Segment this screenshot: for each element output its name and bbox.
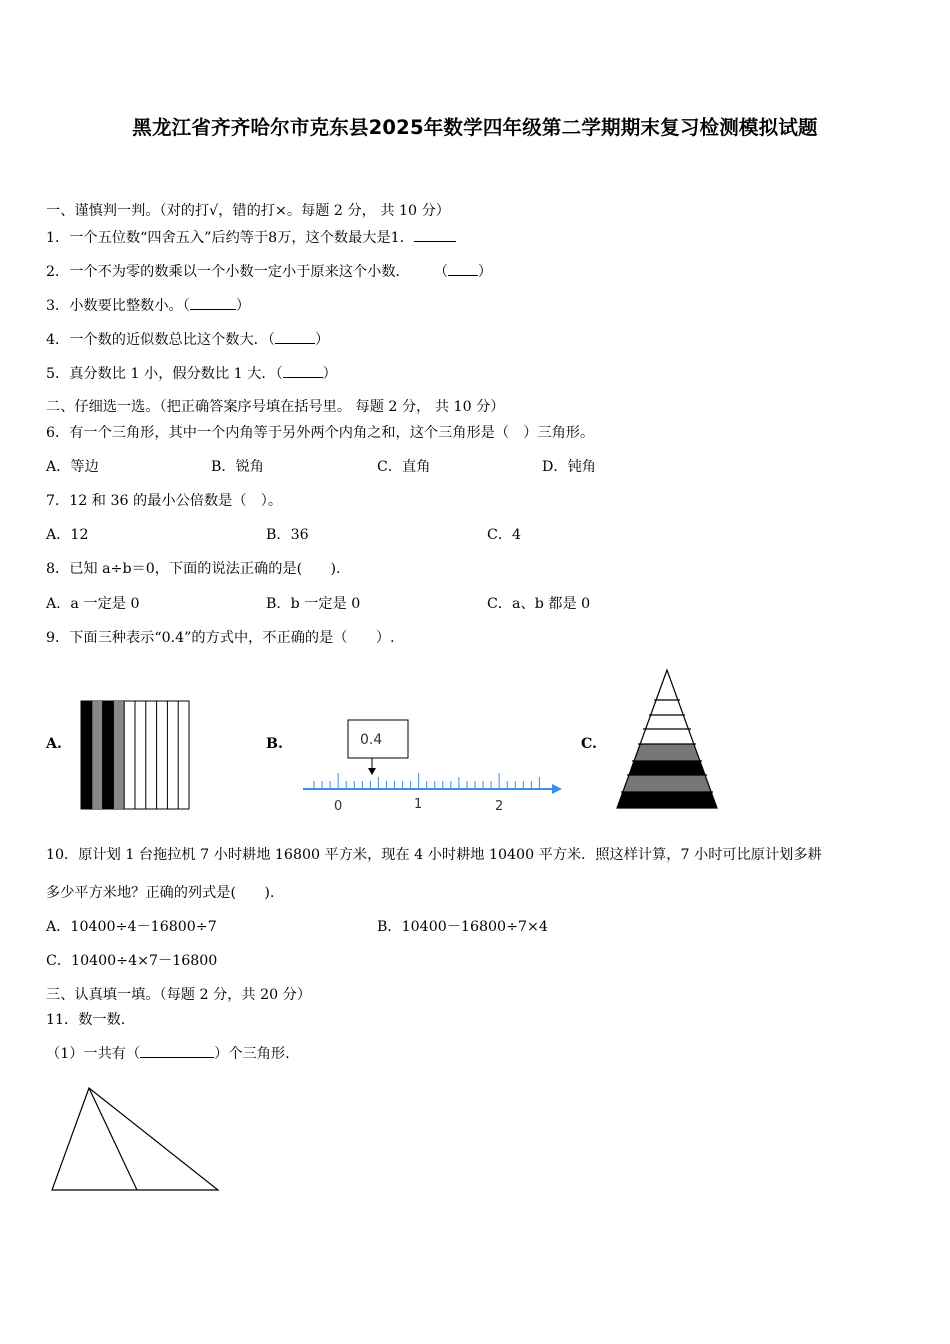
tick-label-2: 2: [495, 799, 504, 814]
q11-part-1-text-after: ）个三角形.: [214, 1046, 290, 1062]
tick-label-1: 1: [414, 797, 423, 812]
value-box-text: 0.4: [360, 732, 383, 748]
section-3-header: 三、认真填一填。（每题 2 分，共 20 分）: [46, 987, 312, 1003]
pointer-arrow-icon: [368, 768, 376, 775]
section-2-header: 二、仔细选一选。（把正确答案序号填在括号里。 每题 2 分， 共 10 分）: [46, 399, 505, 415]
q9-option-c-label[interactable]: C.: [581, 736, 597, 752]
striped-triangle-figure: [612, 668, 722, 812]
question-8: 8．已知 a÷b＝0，下面的说法正确的是( ).: [46, 561, 341, 577]
answer-blank[interactable]: [190, 295, 236, 310]
q10-option-c[interactable]: C．10400÷4×7－16800: [46, 953, 218, 969]
number-line-figure: [300, 715, 564, 815]
paren-close: ）: [477, 264, 493, 280]
grid-column-gray: [92, 701, 103, 809]
question-3: [46, 295, 250, 316]
q6-option-d[interactable]: D．钝角: [542, 459, 596, 475]
question-10-line-2: 多少平方米地？正确的列式是( ).: [46, 885, 275, 901]
q6-option-c[interactable]: C．直角: [377, 459, 431, 475]
answer-blank[interactable]: [275, 329, 315, 344]
question-5-text: 5．真分数比 1 小，假分数比 1 大．（: [46, 366, 283, 382]
outer-triangle: [52, 1088, 218, 1190]
tick-label-0: 0: [334, 799, 343, 814]
decimal-grid-figure: [80, 700, 192, 812]
question-5: [46, 363, 337, 384]
question-3-text: 3．小数要比整数小。（: [46, 298, 190, 314]
q6-option-b[interactable]: B．锐角: [211, 459, 264, 475]
paren-close: ）: [322, 366, 337, 382]
question-4-text: 4．一个数的近似数总比这个数大．（: [46, 332, 275, 348]
question-11: 11．数一数.: [46, 1012, 126, 1028]
question-11-part-1: [46, 1043, 290, 1064]
answer-blank[interactable]: [448, 261, 478, 276]
grid-column-gray: [113, 701, 124, 809]
answer-blank[interactable]: [414, 227, 456, 242]
triangle-count-figure: [50, 1085, 222, 1195]
question-1: [46, 227, 456, 248]
axis-ticks: [314, 773, 539, 789]
paren-open: （: [433, 264, 448, 280]
grid-column-black: [81, 701, 92, 809]
question-2: [46, 261, 492, 282]
question-1-text: 1．一个五位数“四舍五入”后约等于8万，这个数最大是1．: [46, 230, 414, 246]
question-6: 6．有一个三角形，其中一个内角等于另外两个内角之和，这个三角形是（ ）三角形。: [46, 425, 595, 441]
section-1-header: 一、谨慎判一判。（对的打√，错的打×。每题 2 分， 共 10 分）: [46, 203, 450, 219]
question-9: 9．下面三种表示“0.4”的方式中，不正确的是（ ）.: [46, 630, 395, 646]
q9-option-b-label[interactable]: B.: [266, 736, 283, 752]
q8-option-c[interactable]: C．a、b 都是 0: [487, 596, 591, 612]
q8-option-a[interactable]: A．a 一定是 0: [46, 596, 140, 612]
q10-option-a[interactable]: A．10400÷4－16800÷7: [46, 919, 217, 935]
q8-option-b[interactable]: B．b 一定是 0: [266, 596, 361, 612]
grid-column-black: [103, 701, 114, 809]
inner-divider-line: [89, 1088, 137, 1190]
question-4: [46, 329, 329, 350]
axis-arrow-icon: [552, 784, 562, 794]
triangle-bands: [612, 668, 722, 808]
q10-option-b[interactable]: B．10400－16800÷7×4: [377, 919, 548, 935]
q7-option-b[interactable]: B．36: [266, 527, 309, 543]
q9-option-a-label[interactable]: A.: [46, 736, 62, 752]
page-title: 黑龙江省齐齐哈尔市克东县2025年数学四年级第二学期期末复习检测模拟试题: [132, 116, 818, 139]
question-10-line-1: 10．原计划 1 台拖拉机 7 小时耕地 16800 平方米，现在 4 小时耕地 10400 平方米．照这样计算，7 小时可比原计划多耕: [46, 847, 822, 863]
q7-option-a[interactable]: A．12: [46, 527, 89, 543]
q11-part-1-text-before: （1）一共有（: [46, 1046, 141, 1062]
question-2-text: 2．一个不为零的数乘以一个小数一定小于原来这个小数．: [46, 264, 410, 280]
paren-close: ）: [235, 298, 251, 314]
paren-close: ）: [314, 332, 330, 348]
q7-option-c[interactable]: C．4: [487, 527, 522, 543]
q6-option-a[interactable]: A．等边: [46, 459, 99, 475]
answer-blank[interactable]: [283, 363, 323, 378]
question-7: 7．12 和 36 的最小公倍数是（ ）。: [46, 493, 283, 509]
answer-blank[interactable]: [140, 1043, 214, 1058]
